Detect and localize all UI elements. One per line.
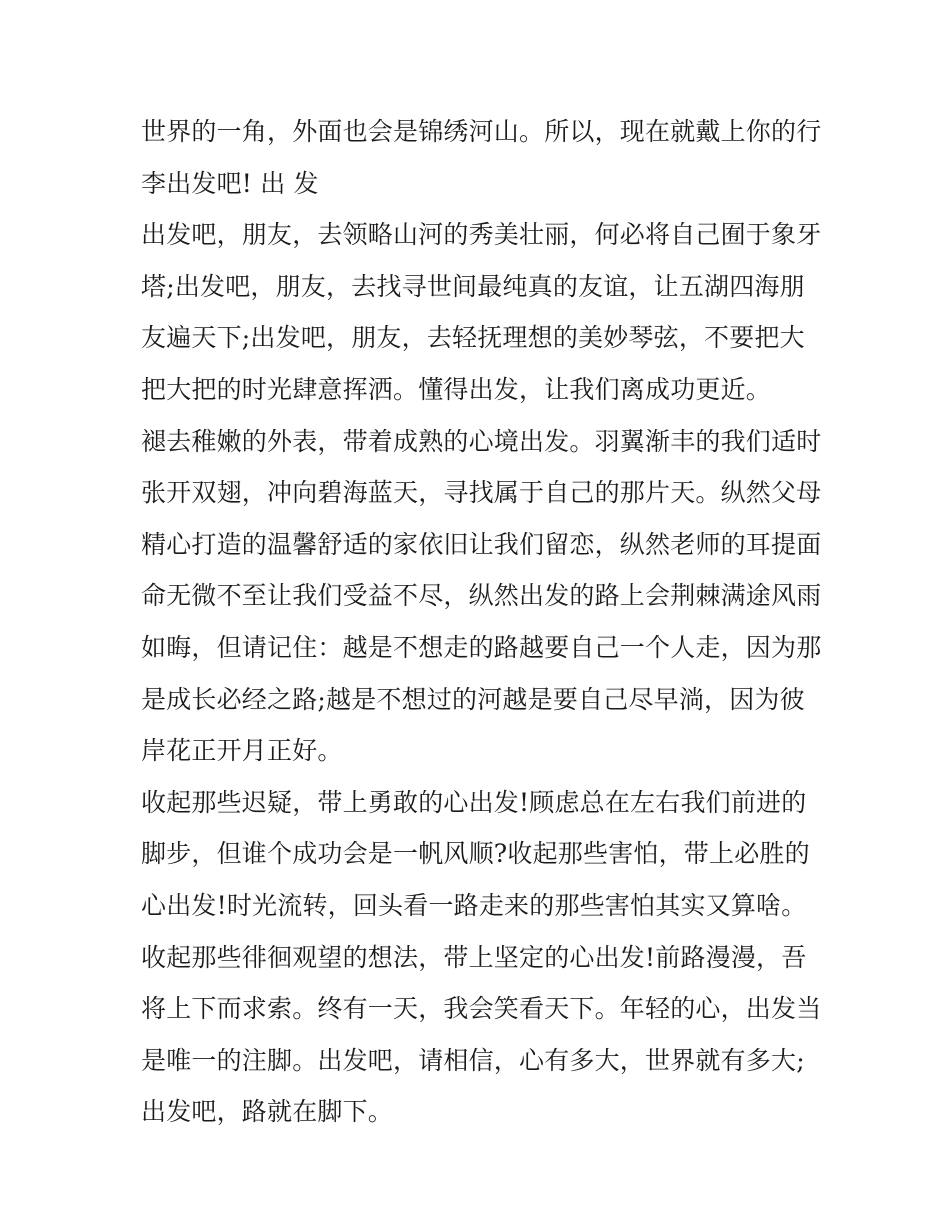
text-line: 把大把的时光肆意挥洒。懂得出发，让我们离成功更近。: [141, 374, 772, 404]
text-line: 心出发!时光流转，回头看一路走来的那些害怕其实又算啥。: [141, 890, 807, 920]
text-line: 是唯一的注脚。出发吧，请相信，心有多大，世界就有多大;: [141, 1045, 805, 1075]
text-line: 出发吧，路就在脚下。: [141, 1097, 394, 1127]
text-line: 塔;出发吧，朋友，去找寻世间最纯真的友谊，让五湖四海朋: [141, 271, 805, 301]
text-line: 张开双翅，冲向碧海蓝天，寻找属于自己的那片天。纵然父母: [141, 478, 822, 508]
text-line: 出发吧，朋友，去领略山河的秀美壮丽，何必将自己囿于象牙: [141, 220, 822, 250]
text-line: 收起那些迟疑，带上勇敢的心出发!顾虑总在左右我们前进的: [141, 787, 807, 817]
text-line: 友遍天下;出发吧，朋友，去轻抚理想的美妙琴弦，不要把大: [141, 323, 805, 353]
text-line: 将上下而求索。终有一天，我会笑看天下。年轻的心，出发当: [141, 994, 822, 1024]
essay-body: [141, 106, 821, 1138]
text-line: 李出发吧! 出 发: [141, 168, 319, 198]
text-line: 如晦，但请记住：越是不想走的路越要自己一个人走，因为那: [141, 632, 822, 662]
text-line: 世界的一角，外面也会是锦绣河山。所以，现在就戴上你的行: [141, 117, 822, 146]
text-line: 岸花正开月正好。: [141, 736, 343, 766]
text-line: 命无微不至让我们受益不尽，纵然出发的路上会荆棘满途风雨: [141, 581, 822, 611]
text-line: 褪去稚嫩的外表，带着成熟的心境出发。羽翼渐丰的我们适时: [141, 426, 822, 456]
text-line: 脚步，但谁个成功会是一帆风顺?收起那些害怕，带上必胜的: [141, 839, 810, 869]
text-line: 是成长必经之路;越是不想过的河越是要自己尽早淌，因为彼: [141, 684, 805, 714]
text-line: 收起那些徘徊观望的想法，带上坚定的心出发!前路漫漫，吾: [141, 942, 807, 972]
text-line: 精心打造的温馨舒适的家依旧让我们留恋，纵然老师的耳提面: [141, 529, 822, 559]
